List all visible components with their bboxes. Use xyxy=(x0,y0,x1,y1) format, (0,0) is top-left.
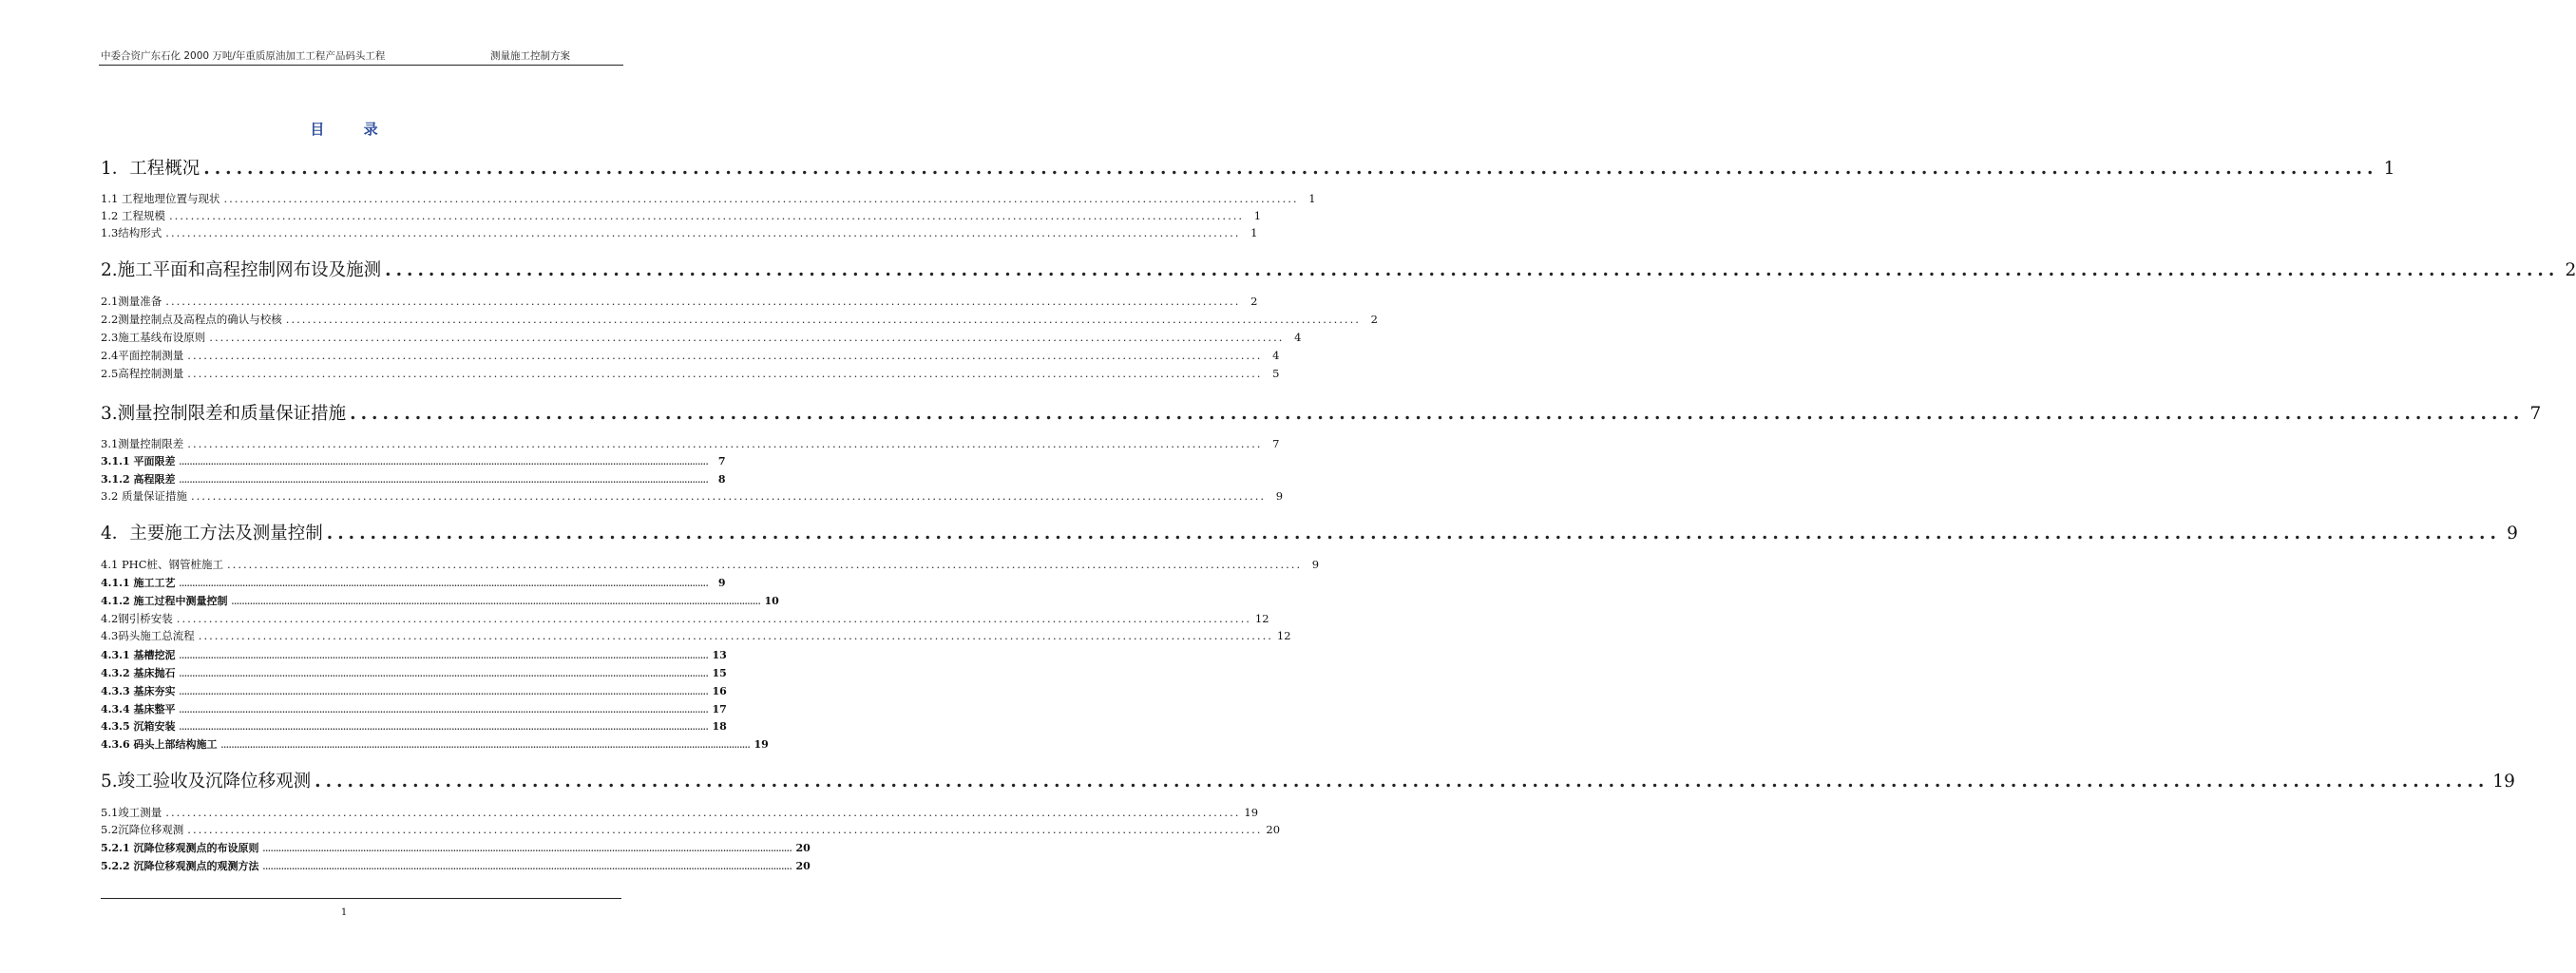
toc-entry-label: 4.3.5 沉箱安装 xyxy=(101,720,176,733)
toc-entry[interactable] xyxy=(101,330,1302,345)
toc-entry-label: 3.1.2 高程限差 xyxy=(101,473,176,486)
toc-entry-label: 3.1测量控制限差 xyxy=(101,437,184,450)
toc-leader-dots: ........................................................................................................................................................................................................ xyxy=(179,475,709,485)
toc-entry-page: 2 xyxy=(1250,295,1258,308)
toc-leader-dots: ........................................................................................................................................................................................................ xyxy=(187,367,1263,380)
toc-entry-page: 9 xyxy=(2507,524,2518,544)
toc-entry[interactable] xyxy=(101,718,727,734)
toc-entry-label: 4.2钢引桥安装 xyxy=(101,612,173,625)
toc-entry-label: 4.3.4 基床整平 xyxy=(101,703,176,715)
toc-leader-dots: ........................................................................................................................................................................................................ xyxy=(262,844,792,853)
toc-entry[interactable] xyxy=(101,628,1291,643)
header-project-title: 中委合资广东石化 2000 万吨/年重质原油加工工程产品码头工程 xyxy=(101,50,386,62)
toc-entry[interactable] xyxy=(101,436,1280,451)
toc-leader-dots: ........................................................................................................................................................................................................ xyxy=(179,687,709,696)
toc-entry-page: 1 xyxy=(1308,192,1316,205)
toc-entry[interactable] xyxy=(101,647,727,662)
toc-entry-page: 18 xyxy=(712,720,727,733)
toc-leader-dots: ........................................................................................................................................................................................................ xyxy=(165,295,1241,308)
footer-divider xyxy=(101,898,621,899)
toc-entry-page: 16 xyxy=(712,685,727,697)
toc-entry-page: 10 xyxy=(764,595,779,607)
toc-entry-label: 2.1测量准备 xyxy=(101,295,162,308)
toc-leader-dots: ........................................................................................................................................................................................................ xyxy=(187,823,1263,836)
toc-leader-dots: ........................................................................................................................................................................................................ xyxy=(179,651,709,660)
toc-entry[interactable] xyxy=(101,575,726,590)
toc-leader-dots: ........................................................................................................................................................................................................ xyxy=(326,524,2501,544)
toc-entry[interactable] xyxy=(101,805,1259,820)
toc-entry-page: 12 xyxy=(1254,612,1269,625)
toc-entry[interactable] xyxy=(101,155,2395,180)
toc-entry[interactable] xyxy=(101,840,811,855)
toc-entry-page: 9 xyxy=(1275,489,1284,503)
toc-entry-page: 4 xyxy=(1294,331,1302,344)
toc-entry-label: 2.5高程控制测量 xyxy=(101,367,184,380)
toc-entry-label: 3.1.1 平面限差 xyxy=(101,455,176,467)
toc-entry[interactable] xyxy=(101,348,1280,363)
toc-entry-label: 2.3施工基线布设原则 xyxy=(101,331,206,344)
toc-entry-label: 1．工程概况 xyxy=(101,159,200,179)
toc-leader-dots: ........................................................................................................................................................................................................ xyxy=(179,579,709,588)
toc-entry-label: 5.2沉降位移观测 xyxy=(101,823,184,836)
toc-leader-dots: ........................................................................................................................................................................................................ xyxy=(203,159,2378,179)
toc-entry-page: 19 xyxy=(2492,772,2515,792)
toc-entry-page: 1 xyxy=(1253,209,1262,222)
toc-leader-dots: ........................................................................................................................................................................................................ xyxy=(220,740,751,750)
toc-leader-dots: ........................................................................................................................................................................................................ xyxy=(223,192,1299,205)
toc-entry-label: 5.1竣工测量 xyxy=(101,806,162,819)
header-document-title: 测量施工控制方案 xyxy=(490,50,570,62)
toc-entry-label: 5.竣工验收及沉降位移观测 xyxy=(101,772,312,792)
toc-entry[interactable] xyxy=(101,701,727,716)
toc-leader-dots: ........................................................................................................................................................................................................ xyxy=(187,349,1263,362)
toc-entry-page: 13 xyxy=(712,649,727,661)
toc-leader-dots: ........................................................................................................................................................................................................ xyxy=(187,437,1263,450)
toc-leader-dots: ........................................................................................................................................................................................................ xyxy=(209,331,1285,344)
toc-entry-label: 4.1.1 施工工艺 xyxy=(101,577,176,589)
toc-entry-page: 7 xyxy=(2529,404,2542,424)
toc-leader-dots: ........................................................................................................................................................................................................ xyxy=(262,862,792,871)
toc-leader-dots: ........................................................................................................................................................................................................ xyxy=(315,772,2490,792)
toc-leader-dots: ........................................................................................................................................................................................................ xyxy=(350,404,2525,424)
toc-leader-dots: ........................................................................................................................................................................................................ xyxy=(179,722,709,732)
toc-entry-page: 20 xyxy=(1266,823,1281,836)
toc-entry-label: 4．主要施工方法及测量控制 xyxy=(101,524,323,544)
toc-entry-label: 1.3结构形式 xyxy=(101,226,162,239)
toc-entry-label: 4.3.6 码头上部结构施工 xyxy=(101,738,218,751)
toc-entry-label: 4.3.1 基槽挖泥 xyxy=(101,649,176,661)
toc-entry-page: 8 xyxy=(717,473,726,486)
toc-entry[interactable] xyxy=(101,225,1258,240)
toc-title: 目 录 xyxy=(310,121,395,138)
toc-entry-page: 20 xyxy=(795,842,811,854)
toc-entry[interactable] xyxy=(101,191,1316,206)
toc-entry[interactable] xyxy=(101,400,2542,425)
page-header xyxy=(99,46,623,66)
toc-leader-dots: ........................................................................................................................................................................................................ xyxy=(165,806,1241,819)
toc-leader-dots: ........................................................................................................................................................................................................ xyxy=(285,313,1361,326)
toc-entry[interactable] xyxy=(101,593,779,608)
toc-entry-page: 17 xyxy=(712,703,727,715)
toc-entry-page: 7 xyxy=(717,455,726,467)
toc-entry[interactable] xyxy=(101,471,726,486)
toc-entry-page: 19 xyxy=(1244,806,1259,819)
toc-leader-dots: ........................................................................................................................................................................................................ xyxy=(179,705,709,715)
toc-leader-dots: ........................................................................................................................................................................................................ xyxy=(176,612,1251,625)
toc-entry-label: 4.3码头施工总流程 xyxy=(101,629,195,642)
toc-entry-page: 15 xyxy=(712,667,727,679)
toc-entry[interactable] xyxy=(101,768,2515,792)
toc-entry-label: 3.测量控制限差和质量保证措施 xyxy=(101,404,347,424)
toc-leader-dots: ........................................................................................................................................................................................................ xyxy=(165,226,1241,239)
toc-entry-label: 4.1.2 施工过程中测量控制 xyxy=(101,595,228,607)
toc-entry-label: 4.3.3 基床夯实 xyxy=(101,685,176,697)
toc-entry-page: 2 xyxy=(2565,260,2576,280)
toc-entry-page: 12 xyxy=(1276,629,1291,642)
toc-entry-page: 5 xyxy=(1272,367,1280,380)
toc-entry-page: 2 xyxy=(1370,313,1378,326)
toc-entry[interactable] xyxy=(101,611,1269,626)
toc-leader-dots: ........................................................................................................................................................................................................ xyxy=(227,558,1303,571)
toc-entry-label: 4.1 PHC桩、钢管桩施工 xyxy=(101,558,224,571)
toc-leader-dots: ........................................................................................................................................................................................................ xyxy=(385,260,2560,280)
toc-entry[interactable] xyxy=(101,208,1262,223)
toc-leader-dots: ........................................................................................................................................................................................................ xyxy=(179,457,709,467)
toc-entry[interactable] xyxy=(101,312,1378,327)
toc-leader-dots: ........................................................................................................................................................................................................ xyxy=(190,489,1267,503)
toc-entry[interactable] xyxy=(101,488,1284,504)
toc-entry-label: 2.2测量控制点及高程点的确认与校核 xyxy=(101,313,282,326)
toc-entry[interactable] xyxy=(101,453,726,468)
toc-entry[interactable] xyxy=(101,822,1281,837)
toc-leader-dots: ........................................................................................................................................................................................................ xyxy=(179,669,709,678)
toc-entry-page: 1 xyxy=(2383,159,2395,179)
toc-entry-label: 4.3.2 基床抛石 xyxy=(101,667,176,679)
toc-entry-page: 7 xyxy=(1272,437,1280,450)
toc-entry[interactable] xyxy=(101,665,727,680)
toc-entry-label: 1.1 工程地理位置与现状 xyxy=(101,192,220,205)
toc-leader-dots: ........................................................................................................................................................................................................ xyxy=(198,629,1273,642)
toc-leader-dots: ........................................................................................................................................................................................................ xyxy=(231,597,761,606)
toc-entry[interactable] xyxy=(101,294,1258,309)
toc-entry-label: 5.2.2 沉降位移观测点的观测方法 xyxy=(101,860,259,872)
toc-entry-label: 2.4平面控制测量 xyxy=(101,349,184,362)
page-number: 1 xyxy=(340,907,348,918)
toc-entry[interactable] xyxy=(101,520,2518,544)
toc-entry-page: 19 xyxy=(754,738,769,751)
toc-entry-page: 1 xyxy=(1250,226,1258,239)
toc-entry-label: 3.2 质量保证措施 xyxy=(101,489,187,503)
toc-entry[interactable] xyxy=(101,858,811,873)
toc-entry-label: 5.2.1 沉降位移观测点的布设原则 xyxy=(101,842,259,854)
toc-entry[interactable] xyxy=(101,683,727,698)
toc-entry[interactable] xyxy=(101,736,769,752)
toc-entry[interactable] xyxy=(101,366,1280,381)
toc-entry-page: 9 xyxy=(717,577,726,589)
toc-entry-label: 2.施工平面和高程控制网布设及施测 xyxy=(101,260,382,280)
toc-entry-page: 20 xyxy=(795,860,811,872)
toc-entry-page: 4 xyxy=(1272,349,1280,362)
toc-leader-dots: ........................................................................................................................................................................................................ xyxy=(168,209,1245,222)
toc-entry-page: 9 xyxy=(1311,558,1320,571)
toc-entry[interactable] xyxy=(101,257,2576,281)
toc-entry-label: 1.2 工程规模 xyxy=(101,209,165,222)
toc-entry[interactable] xyxy=(101,557,1320,572)
